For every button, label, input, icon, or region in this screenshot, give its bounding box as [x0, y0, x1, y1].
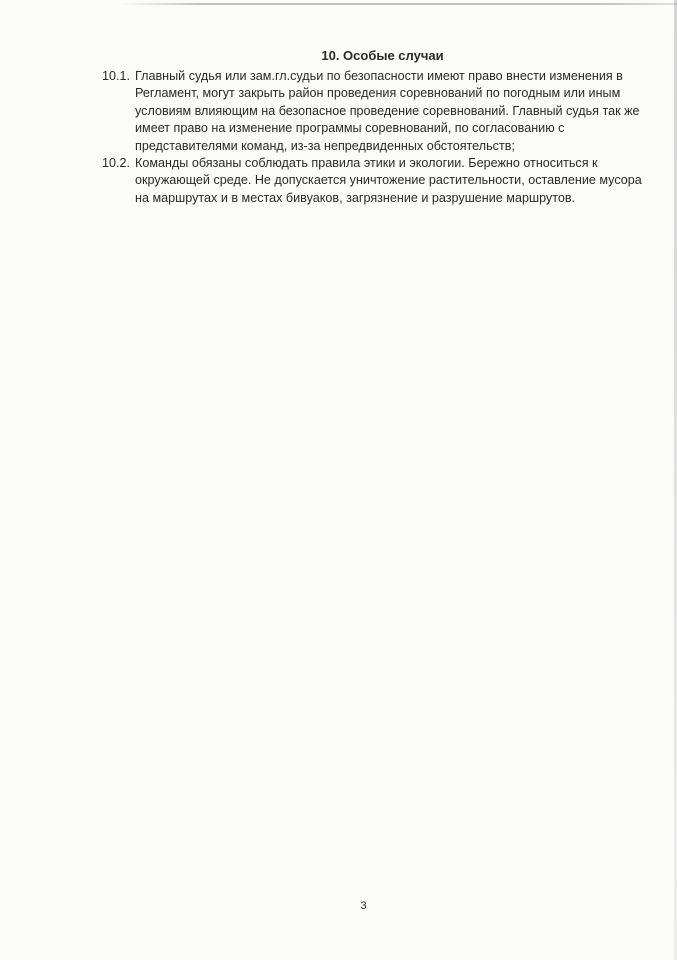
clause-10-2	[102, 155, 642, 207]
scan-edge-top	[120, 3, 677, 5]
page-number: 3	[360, 900, 367, 912]
clause-text: Команды обязаны соблюдать правила этики и экологии. Бережно относиться к окружающей среде. Не допускается уничтожение растительности, оставление мусора на маршрутах и в местах бивуаков, загрязнение и разрушение маршрутов.	[135, 156, 642, 205]
clause-number: 10.1.	[102, 69, 131, 83]
clause-list	[102, 68, 642, 207]
clause-10-1	[102, 68, 642, 155]
clause-text: Главный судья или зам.гл.судьи по безопасности имеют право внести изменения в Регламент, могут закрыть район проведения соревнований по погодным или иным условиям влияющим на безопасное проведение соревнований. Главный судья так же имеет право на изменение программы соревнований, по согласованию с представителями команд, из-за непредвиденных обстоятельств;	[135, 69, 640, 153]
section-title: 10. Особые случаи	[321, 48, 444, 63]
clause-number: 10.2.	[102, 156, 131, 171]
